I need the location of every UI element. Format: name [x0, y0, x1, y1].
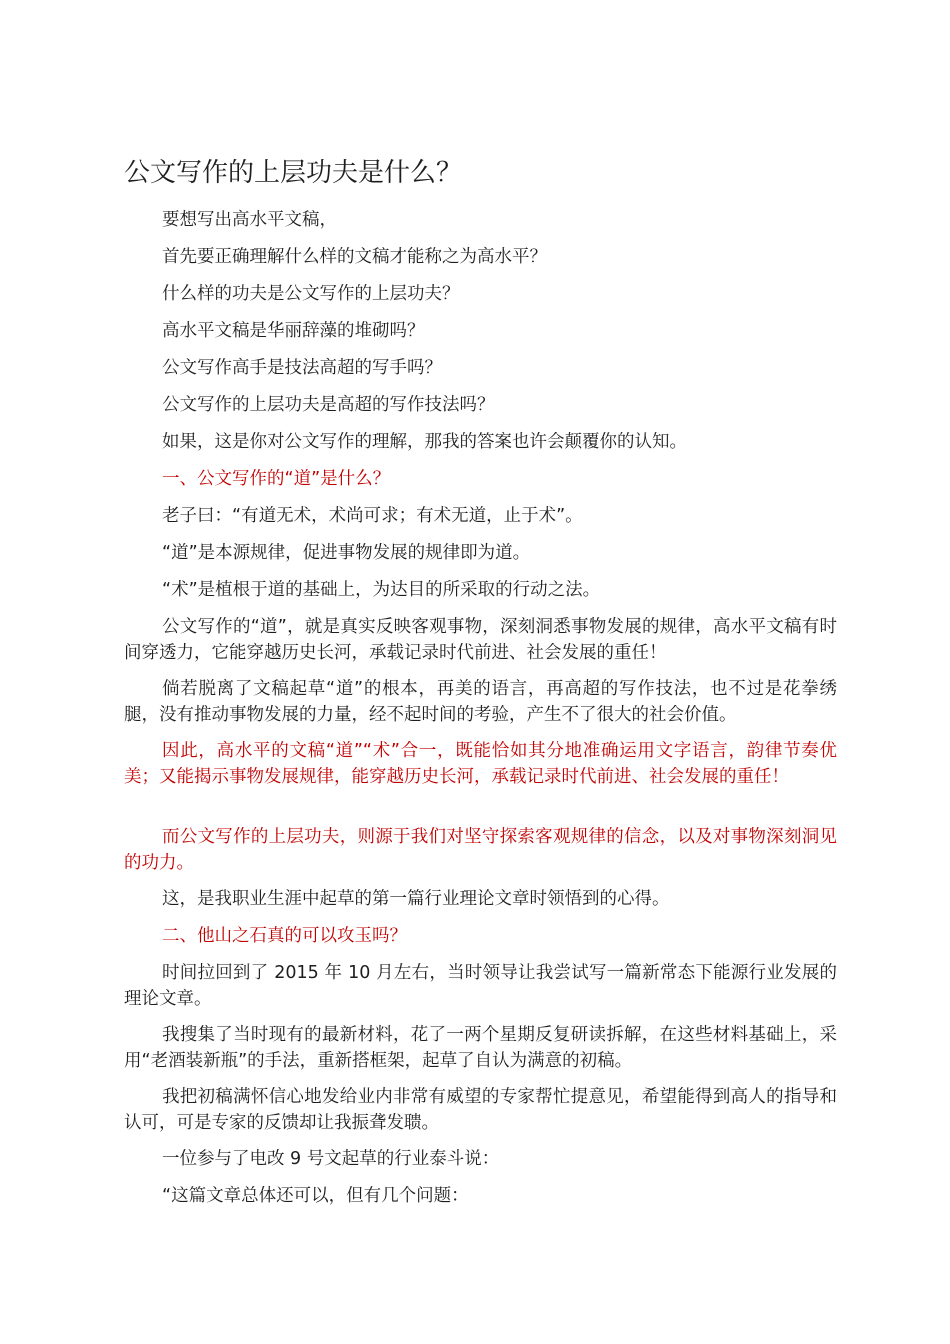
paragraph: 要想写出高水平文稿， — [162, 210, 337, 230]
paragraph: 公文写作的上层功夫是高超的写作技法吗？ — [162, 395, 495, 415]
section-heading-2: 二、他山之石真的可以攻玉吗？ — [162, 926, 407, 946]
highlighted-paragraph: 而公文写作的上层功夫，则源于我们对坚守探索客观规律的信念，以及对事物深刻洞见的功力。 — [124, 827, 837, 873]
paragraph: 公文写作高手是技法高超的写手吗？ — [162, 358, 442, 378]
section-heading-1: 一、公文写作的“道”是什么？ — [162, 469, 391, 489]
paragraph: 时间拉回到了 2015 年 10 月左右，当时领导让我尝试写一篇新常态下能源行业发展的理论文章。 — [124, 963, 837, 1009]
paragraph: 什么样的功夫是公文写作的上层功夫？ — [162, 284, 460, 304]
paragraph: “道”是本源规律，促进事物发展的规律即为道。 — [162, 543, 531, 563]
paragraph: 倘若脱离了文稿起草“道”的根本，再美的语言，再高超的写作技法，也不过是花拳绣腿，没有推动事物发展的力量，经不起时间的考验，产生不了很大的社会价值。 — [124, 679, 837, 725]
paragraph: 我把初稿满怀信心地发给业内非常有威望的专家帮忙提意见，希望能得到高人的指导和认可，可是专家的反馈却让我振聋发聩。 — [124, 1087, 837, 1133]
paragraph: 公文写作的“道”，就是真实反映客观事物，深刻洞悉事物发展的规律，高水平文稿有时间穿透力，它能穿越历史长河，承载记录时代前进、社会发展的重任！ — [124, 617, 837, 663]
paragraph: 一位参与了电改 9 号文起草的行业泰斗说： — [162, 1149, 500, 1169]
paragraph: 高水平文稿是华丽辞藻的堆砌吗？ — [162, 321, 425, 341]
page-title: 公文写作的上层功夫是什么？ — [124, 158, 463, 188]
paragraph: “术”是植根于道的基础上，为达目的所采取的行动之法。 — [162, 580, 601, 600]
paragraph: 这，是我职业生涯中起草的第一篇行业理论文章时领悟到的心得。 — [162, 889, 670, 909]
paragraph: 我搜集了当时现有的最新材料，花了一两个星期反复研读拆解，在这些材料基础上，采用“老酒装新瓶”的手法，重新搭框架，起草了自认为满意的初稿。 — [124, 1025, 837, 1071]
highlighted-paragraph: 因此，高水平的文稿“道”“术”合一，既能恰如其分地准确运用文字语言，韵律节奏优美；又能揭示事物发展规律，能穿越历史长河，承载记录时代前进、社会发展的重任！ — [124, 741, 837, 787]
paragraph: 首先要正确理解什么样的文稿才能称之为高水平？ — [162, 247, 547, 267]
paragraph: 老子曰：“有道无术，术尚可求；有术无道，止于术”。 — [162, 506, 583, 526]
paragraph: “这篇文章总体还可以，但有几个问题： — [162, 1186, 469, 1206]
paragraph: 如果，这是你对公文写作的理解，那我的答案也许会颠覆你的认知。 — [162, 432, 687, 452]
